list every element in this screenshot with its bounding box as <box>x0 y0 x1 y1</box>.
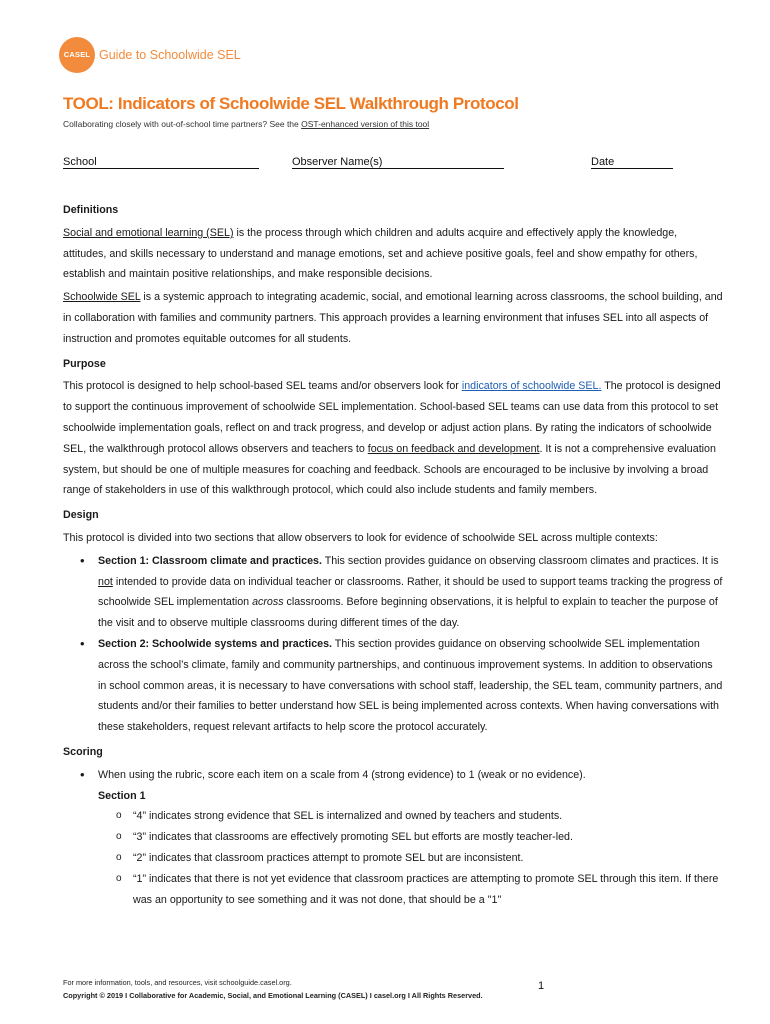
subtitle <box>63 119 429 129</box>
scoring-item: o “3” indicates that classrooms are effectively promoting SEL but efforts are mostly teacher-led. <box>63 827 723 848</box>
feedback-link[interactable]: focus on feedback and development <box>367 442 540 455</box>
date-label: Date <box>591 156 615 168</box>
sel-term: Social and emotional learning (SEL) <box>63 226 234 239</box>
observer-label: Observer Name(s) <box>292 156 383 168</box>
footer-copyright: Copyright © 2019 I Collaborative for Academic, Social, and Emotional Learning (CASEL) I casel.org I All Rights Reserved. <box>63 991 483 1000</box>
definition-sel: Social and emotional learning (SEL) is the process through which children and adults acquire and effectively apply the knowledge, attitudes, and skills necessary to understand and manage emotions, set and achieve positive goals, feel and show empathy for others, establish and maintain positive relationships, and make responsible decisions. <box>63 226 698 281</box>
form-fields <box>63 156 703 172</box>
design-heading: Design <box>63 509 99 522</box>
design-bullet-section-2: • Section 2: Schoolwide systems and practices. This section provides guidance on observing schoolwide SEL implementation across the school’s climate, family and community partnerships, and continuous improvement systems. In addition to observations in school common areas, it is necessary to have conversations with school staff, leadership, the SEL team, community partners, and students and/or their families to better understand how SEL is being implemented across contexts. When having conversations with these stakeholders, request relevant artifacts to help score the protocol accurately. <box>63 634 723 738</box>
subtitle-prefix: Collaborating closely with out-of-school time partners? See the <box>63 119 302 129</box>
scoring-item: o “2” indicates that classroom practices attempt to promote SEL but are inconsistent. <box>63 848 723 869</box>
page-number: 1 <box>538 980 545 992</box>
footer-info: For more information, tools, and resources, visit schoolguide.casel.org. <box>63 978 292 987</box>
date-input-line[interactable] <box>591 156 673 169</box>
observer-input-line[interactable] <box>292 156 504 169</box>
scoring-item: o “4” indicates strong evidence that SEL is internalized and owned by teachers and students. <box>63 806 723 827</box>
scoring-section-1: Section 1 <box>98 789 146 802</box>
casel-logo: CASEL <box>59 37 95 73</box>
design-bullet-section-1: • Section 1: Classroom climate and practices. This section provides guidance on observing classroom climates and practices. It is not intended to provide data on individual teacher or classrooms. Rather, it should be used to support teams tracking the progress of schoolwide SEL implementation across classrooms. Before beginning observations, it is helpful to explain to teacher the purpose of the visit and to observe multiple classrooms during different times of the day. <box>63 551 723 634</box>
tool-title: TOOL: Indicators of Schoolwide SEL Walkthrough Protocol <box>63 94 519 113</box>
ost-version-link[interactable]: OST-enhanced version of this tool <box>301 119 430 129</box>
purpose-paragraph: This protocol is designed to help school-based SEL teams and/or observers look for indicators of schoolwide SEL. The protocol is designed to support the continuous improvement of schoolwide SEL implementation. School-based SEL teams can use data from this protocol to set schoolwide implementation goals, reflect on and track progress, and develop or adjust action plans. By rating the indicators of schoolwide SEL, the walkthrough protocol allows observers and teachers to focus on feedback and development. It is not a comprehensive evaluation system, but should be one of multiple measures for coaching and feedback. Schools are encouraged to be inclusive by involving a broad range of stakeholders in use of this walkthrough protocol, which could also include students and family members. <box>63 380 721 497</box>
scoring-heading: Scoring <box>63 745 103 758</box>
scoring-bullet: • When using the rubric, score each item on a scale from 4 (strong evidence) to 1 (weak or no evidence). <box>63 765 723 786</box>
definition-schoolwide-sel: Schoolwide SEL is a systemic approach to integrating academic, social, and emotional learning across classrooms, the school building, and in collaboration with families and community partners. This approach provides a learning environment that infuses SEL into all aspects of instruction and promotes equitable outcomes for all students. <box>63 291 723 345</box>
header-title: Guide to Schoolwide SEL <box>99 48 241 62</box>
school-label: School <box>63 156 97 168</box>
definitions-heading: Definitions <box>63 204 119 216</box>
schoolwide-sel-term: Schoolwide SEL <box>63 291 141 304</box>
purpose-heading: Purpose <box>63 357 106 370</box>
document-body <box>63 200 723 910</box>
design-intro: This protocol is divided into two sections that allow observers to look for evidence of schoolwide SEL across multiple contexts: <box>63 531 658 544</box>
school-input-line[interactable] <box>63 156 259 169</box>
scoring-item: o “1” indicates that there is not yet evidence that classroom practices are attempting to promote SEL through this item. If there was an opportunity to see something and it was not done, that should be a "1" <box>63 869 723 911</box>
footer <box>63 976 483 1002</box>
indicators-link[interactable]: indicators of schoolwide SEL. <box>461 380 602 393</box>
